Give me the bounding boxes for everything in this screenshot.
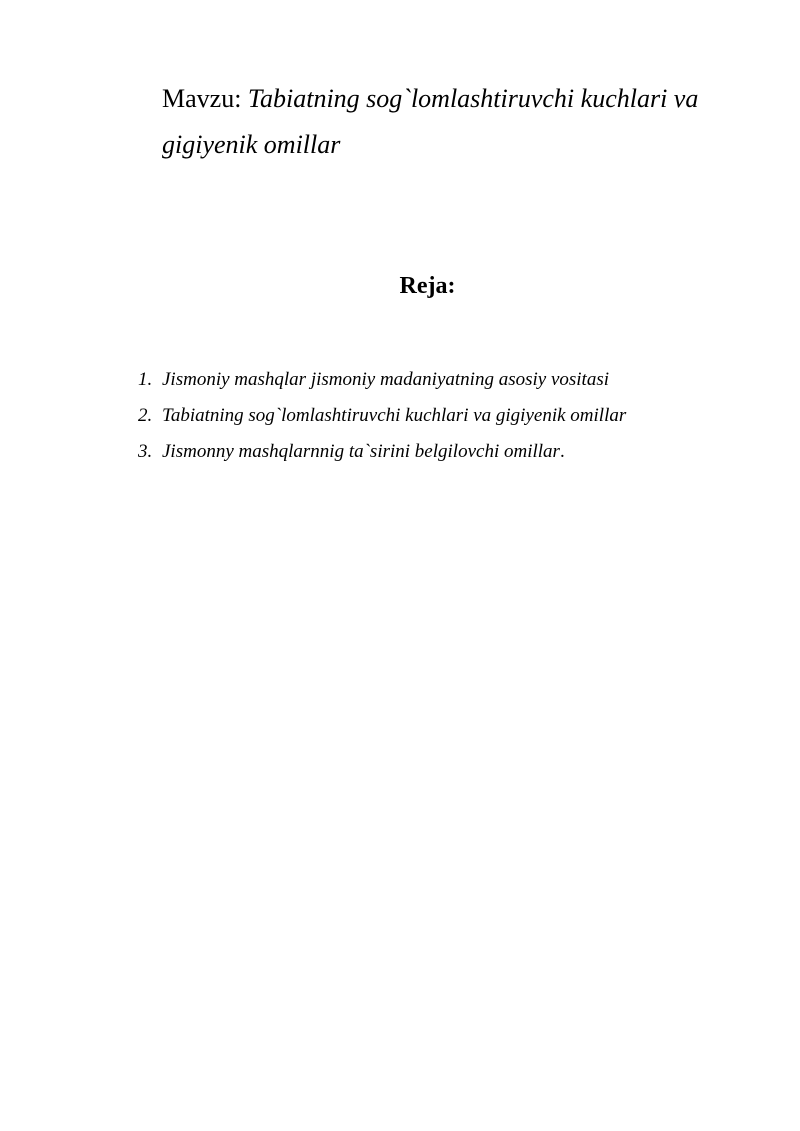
plan-item-number: 2. xyxy=(138,405,153,426)
topic-label: Mavzu: xyxy=(162,84,242,113)
topic-title-line2: gigiyenik omillar xyxy=(162,130,341,159)
topic-title-line1: Tabiatning sog`lomlashtiruvchi kuchlari va xyxy=(247,84,699,113)
plan-item-number: 3. xyxy=(138,441,153,462)
plan-item-text-tail: . xyxy=(559,441,565,462)
plan-item-text xyxy=(162,434,565,470)
plan-list-item xyxy=(138,434,778,470)
plan-item-text xyxy=(162,398,626,434)
plan-list xyxy=(138,362,778,470)
plan-item-text xyxy=(162,362,609,398)
topic-heading xyxy=(162,76,762,168)
plan-item-number: 1. xyxy=(138,369,153,390)
plan-list-item xyxy=(138,398,778,434)
plan-heading: Reja: xyxy=(399,273,456,299)
plan-item-text-body: Jismoniy mashqlar jismoniy madaniyatning asosiy vositasi xyxy=(162,369,610,390)
plan-item-text-body: Jismonny mashqlarnnig ta`sirini belgilovchi omillar xyxy=(162,441,560,462)
plan-item-text-body: Tabiatning sog`lomlashtiruvchi kuchlari va gigiyenik omillar xyxy=(162,405,627,426)
plan-list-item xyxy=(138,362,778,398)
